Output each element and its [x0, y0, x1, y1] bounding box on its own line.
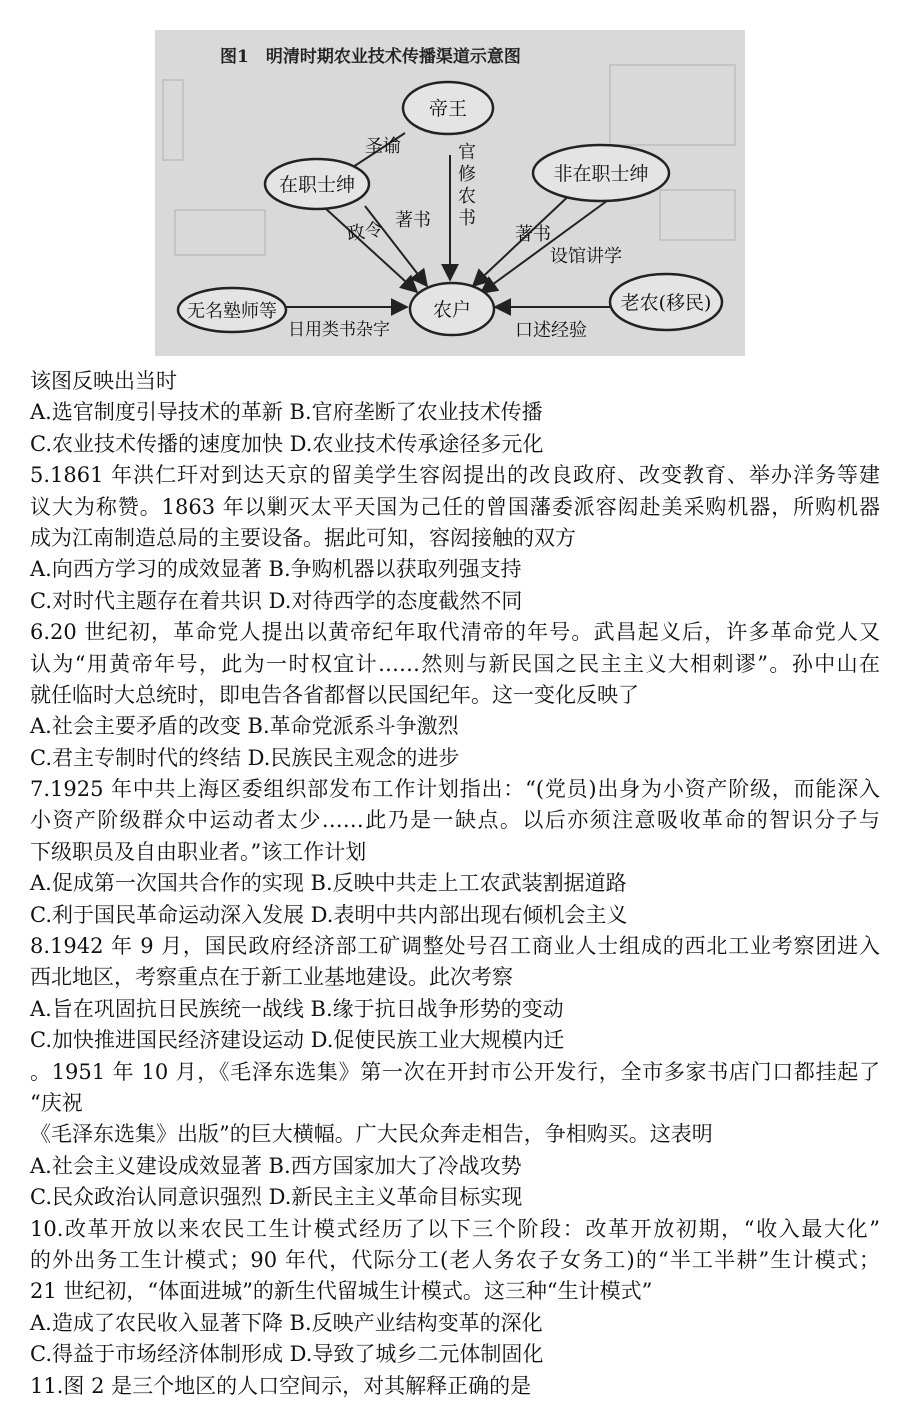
question-text	[30, 366, 880, 1398]
text-line: 西北地区，考察重点在于新工业基地建设。此次考察	[30, 965, 513, 990]
diagram-figure	[155, 30, 745, 356]
text-line: 6.20 世纪初，革命党人提出以黄帝纪年取代清帝的年号。武昌起义后，许多革命党人又	[30, 620, 880, 645]
text-line: 21 世纪初，“体面进城”的新生代留城生计模式。这三种“生计模式”	[30, 1279, 653, 1304]
text-line: 10.改革开放以来农民工生计模式经历了以下三个阶段：改革开放初期，“收入最大化”	[30, 1216, 880, 1241]
node-teachers-label: 无名塾师等	[187, 301, 277, 322]
text-line: A.旨在巩固抗日民族统一战线 B.缘于抗日战争形势的变动	[30, 996, 564, 1021]
text-line: 成为江南制造总局的主要设备。据此可知，容闳接触的双方	[30, 525, 576, 550]
edge-label-official-book: 修	[458, 164, 476, 185]
text-line: A.造成了农民收入显著下降 B.反映产业结构变革的深化	[30, 1310, 543, 1335]
text-line: A.社会主要矛盾的改变 B.革命党派系斗争激烈	[30, 714, 459, 739]
node-farmer-label: 农户	[432, 299, 472, 321]
bg-box	[660, 190, 735, 240]
text-line: 《毛泽东选集》出版”的巨大横幅。广大民众奔走相告，争相购买。这表明	[30, 1122, 713, 1147]
text-line: 认为“用黄帝年号，此为一时权宜计……然则与新民国之民主主义大相刺谬”。孙中山在	[30, 651, 880, 676]
edge-label-almanac: 日用类书杂字	[288, 320, 390, 340]
text-line: C.对时代主题存在着共识 D.对待西学的态度截然不同	[30, 588, 523, 613]
edge-label-oral: 口述经验	[515, 320, 587, 341]
bg-box	[163, 80, 183, 160]
text-line: 7.1925 年中共上海区委组织部发布工作计划指出：“(党员)出身为小资产阶级，而能深入	[30, 777, 880, 802]
node-official-gentry-label: 在职士绅	[278, 174, 356, 196]
text-line: A.促成第一次国共合作的实现 B.反映中共走上工农武装割据道路	[30, 871, 627, 896]
text-line: 就任临时大总统时，即电告各省都督以民国纪年。这一变化反映了	[30, 682, 639, 707]
text-line: A.选官制度引导技术的革新 B.官府垄断了农业技术传播	[30, 400, 543, 425]
text-line: 8.1942 年 9 月，国民政府经济部工矿调整处号召工商业人士组成的西北工业考察团进入	[30, 934, 880, 959]
text-line: C.君主专制时代的终结 D.民族民主观念的进步	[30, 745, 460, 770]
text-line: 该图反映出当时	[30, 369, 177, 393]
text-line: 下级职员及自由职业者。”该工作计划	[30, 839, 367, 864]
text-line: C.农业技术传播的速度加快 D.农业技术传承途径多元化	[30, 431, 544, 456]
text-line: C.加快推进国民经济建设运动 D.促使民族工业大规模内迁	[30, 1028, 565, 1053]
text-line: A.向西方学习的成效显著 B.争购机器以获取列强支持	[30, 557, 522, 582]
text-line: C.利于国民革命运动深入发展 D.表明中共内部出现右倾机会主义	[30, 902, 628, 927]
bg-box	[610, 65, 735, 145]
edge-label-edict: 圣谕	[365, 136, 401, 157]
text-line: 。1951 年 10 月，《毛泽东选集》第一次在开封市公开发行，全市多家书店门口都挂起了	[30, 1059, 880, 1084]
node-retired-gentry-label: 非在职士绅	[553, 163, 649, 185]
node-emperor-label: 帝王	[428, 98, 468, 120]
node-old-farmer-label: 老农(移民)	[620, 292, 712, 314]
edge-label-decree: 政令	[345, 219, 385, 245]
edge-label-write-1: 著书	[395, 210, 431, 231]
text-line: C.民众政治认同意识强烈 D.新民主主义革命目标实现	[30, 1185, 523, 1210]
text-line-cut: 11.图 2 是三个地区的人口空间示，对其解释正确的是	[30, 1373, 532, 1398]
diagram-svg	[155, 30, 745, 356]
edge-label-official-book: 书	[458, 208, 476, 229]
edge-label-lecture: 设馆讲学	[550, 246, 622, 267]
edge-label-official-book: 农	[458, 186, 476, 207]
text-line: 5.1861 年洪仁玕对到达天京的留美学生容闳提出的改良政府、改变教育、举办洋务等建	[30, 463, 880, 488]
text-line: “庆祝	[30, 1090, 83, 1115]
text-line: A.社会主义建设成效显著 B.西方国家加大了冷战攻势	[30, 1153, 522, 1178]
edge-label-write-2: 著书	[515, 224, 551, 245]
edge-label-official-book: 官	[458, 142, 476, 163]
text-line: 议大为称赞。1863 年以剿灭太平天国为己任的曾国藩委派容闳赴美采购机器，所购机器	[30, 494, 880, 519]
bg-box	[175, 210, 265, 255]
text-line: C.得益于市场经济体制形成 D.导致了城乡二元体制固化	[30, 1342, 544, 1367]
diagram-title: 图1 明清时期农业技术传播渠道示意图	[220, 47, 521, 67]
text-line: 的外出务工生计模式；90 年代，代际分工(老人务农子女务工)的“半工半耕”生计模式；	[30, 1247, 880, 1272]
text-line: 小资产阶级群众中运动者太少……此乃是一缺点。以后亦须注意吸收革命的智识分子与	[30, 808, 880, 833]
